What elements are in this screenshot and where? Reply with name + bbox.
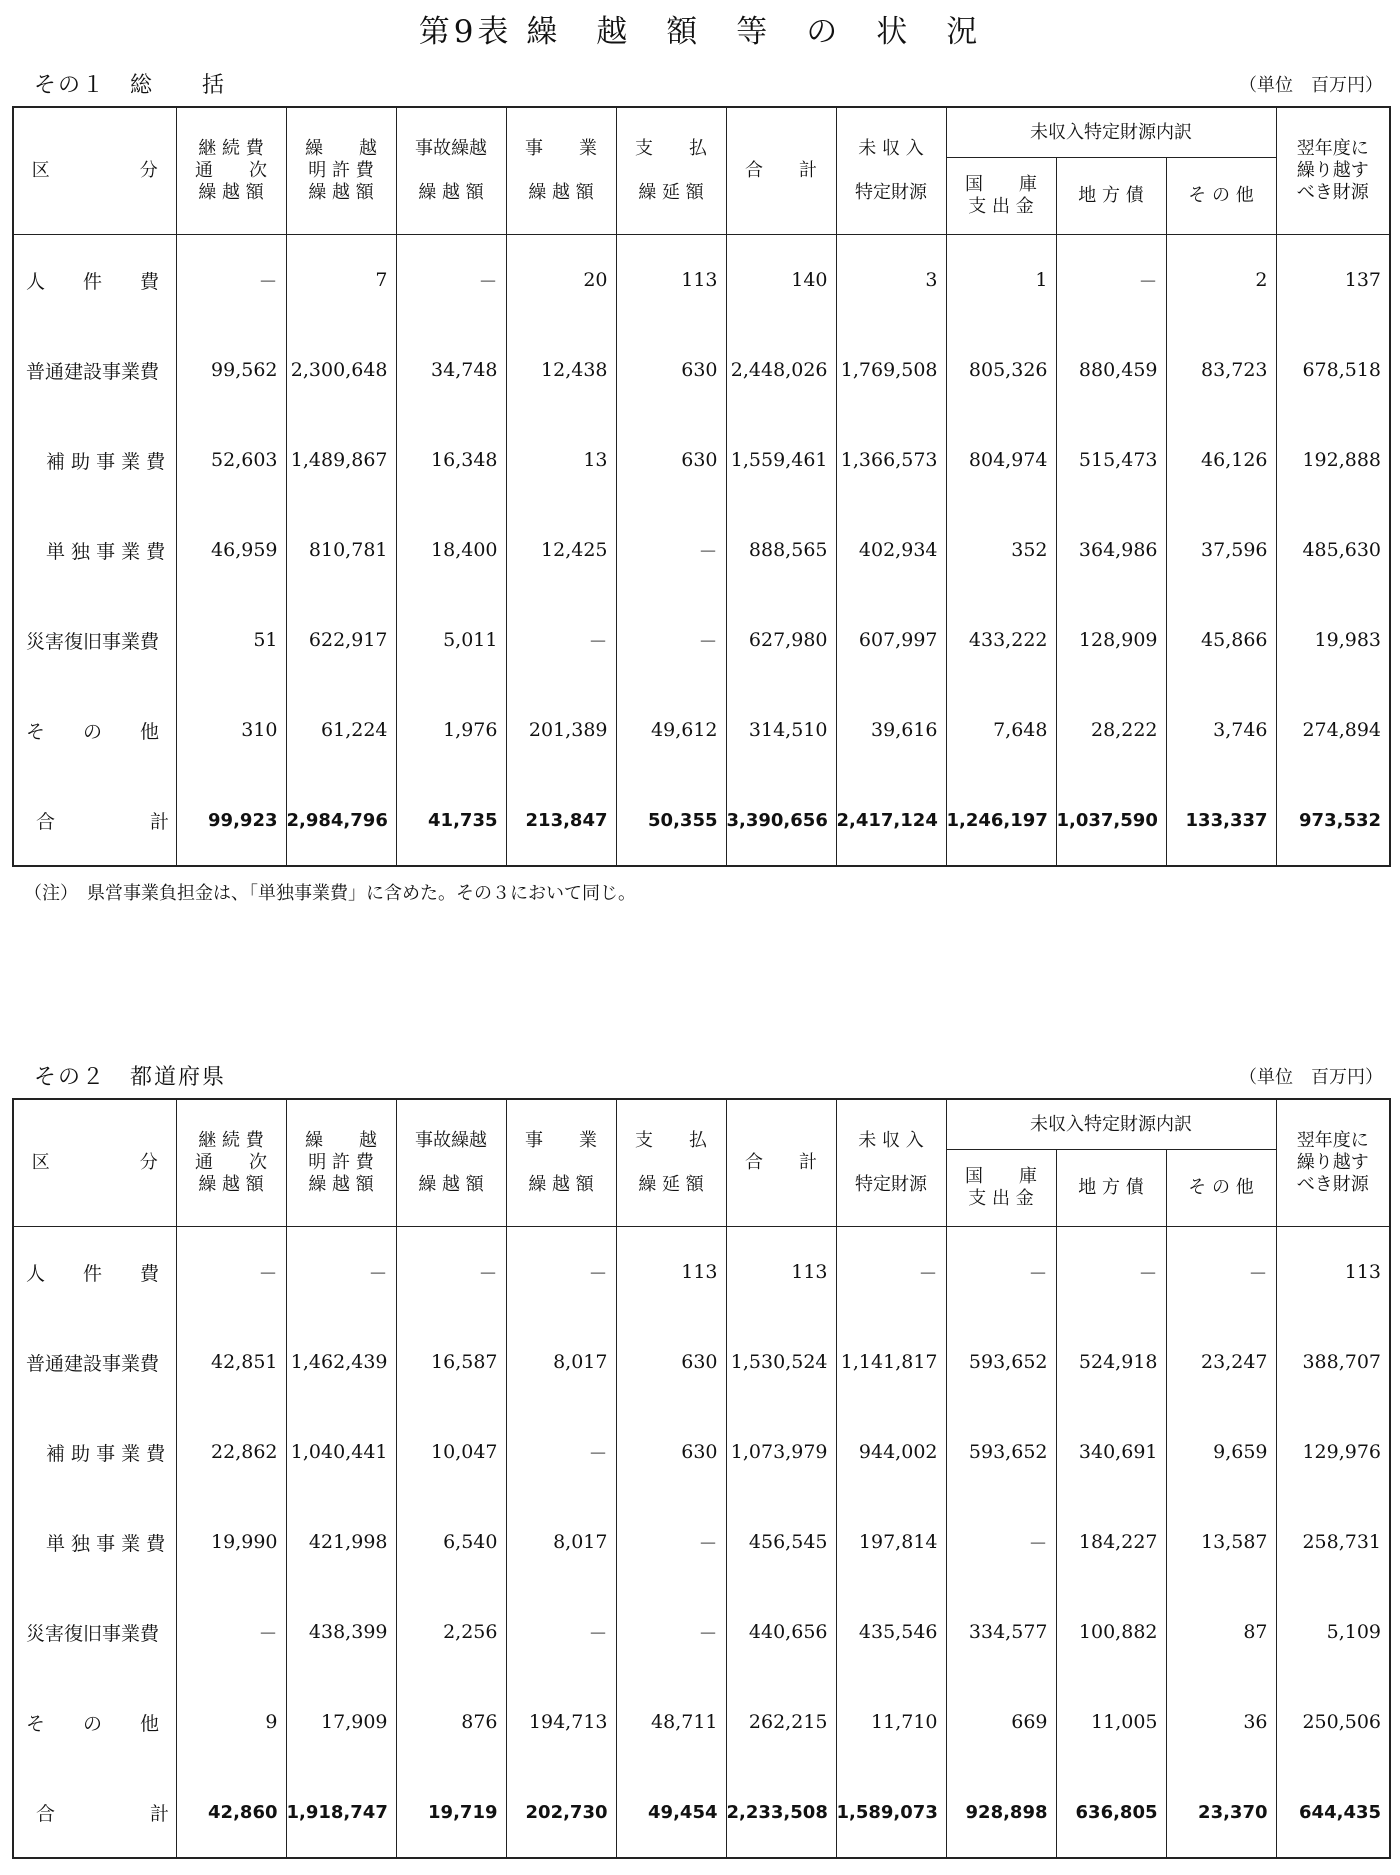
value-cell: 352	[946, 505, 1056, 595]
value-cell: 2	[1166, 235, 1276, 326]
value-cell: 16,587	[396, 1317, 506, 1407]
value-cell: 28,222	[1056, 685, 1166, 775]
header-breakdown: 未収入特定財源内訳	[946, 1099, 1276, 1150]
value-cell: 388,707	[1276, 1317, 1390, 1407]
value-cell: 1	[946, 235, 1056, 326]
value-cell: 16,348	[396, 415, 506, 505]
value-cell: －	[836, 1227, 946, 1318]
table-row	[13, 1677, 1390, 1767]
value-cell: 2,984,796	[286, 775, 396, 866]
value-cell: 39,616	[836, 685, 946, 775]
value-cell: 42,860	[176, 1767, 286, 1858]
value-cell: 258,731	[1276, 1497, 1390, 1587]
header-mishunyu: 未 収 入 特定財源	[836, 107, 946, 235]
value-cell: 593,652	[946, 1317, 1056, 1407]
header-chihosai: 地 方 債	[1056, 158, 1166, 235]
value-cell: 607,997	[836, 595, 946, 685]
header-yokunendo: 翌年度に 繰り越す べき財源	[1276, 1099, 1390, 1227]
value-cell: 7	[286, 235, 396, 326]
value-cell: 440,656	[726, 1587, 836, 1677]
row-label: 合 計	[13, 775, 176, 866]
value-cell: 1,976	[396, 685, 506, 775]
table-row	[13, 1317, 1390, 1407]
value-cell: 50,355	[616, 775, 726, 866]
unit-label: （単位 百万円）	[1239, 75, 1383, 96]
value-cell: 202,730	[506, 1767, 616, 1858]
value-cell: 99,562	[176, 325, 286, 415]
value-cell: 515,473	[1056, 415, 1166, 505]
value-cell: 314,510	[726, 685, 836, 775]
value-cell: 2,300,648	[286, 325, 396, 415]
value-cell: 435,546	[836, 1587, 946, 1677]
value-cell: 48,711	[616, 1677, 726, 1767]
value-cell: 8,017	[506, 1497, 616, 1587]
value-cell: 129,976	[1276, 1407, 1390, 1497]
value-cell: 524,918	[1056, 1317, 1166, 1407]
header-jigyo: 事 業 繰 越 額	[506, 107, 616, 235]
value-cell: 973,532	[1276, 775, 1390, 866]
value-cell: 630	[616, 1407, 726, 1497]
value-cell: －	[396, 235, 506, 326]
value-cell: －	[506, 1227, 616, 1318]
row-label: 災害復旧事業費	[13, 1587, 176, 1677]
value-cell: 805,326	[946, 325, 1056, 415]
value-cell: 1,559,461	[726, 415, 836, 505]
row-label: 人 件 費	[13, 235, 176, 326]
value-cell: －	[506, 595, 616, 685]
value-cell: 804,974	[946, 415, 1056, 505]
table-row	[13, 685, 1390, 775]
table-row	[13, 1587, 1390, 1677]
value-cell: 22,862	[176, 1407, 286, 1497]
value-cell: －	[176, 1227, 286, 1318]
value-cell: 880,459	[1056, 325, 1166, 415]
value-cell: 2,233,508	[726, 1767, 836, 1858]
value-cell: 1,040,441	[286, 1407, 396, 1497]
table-row	[13, 595, 1390, 685]
value-cell: 250,506	[1276, 1677, 1390, 1767]
section-subtitle: その２ 都道府県	[34, 1065, 227, 1090]
section-prefectures	[12, 1058, 1389, 1859]
carryover-table-prefectures	[12, 1098, 1391, 1859]
value-cell: 274,894	[1276, 685, 1390, 775]
header-keizoku: 継 続 費 通 次 繰 越 額	[176, 1099, 286, 1227]
value-cell: 1,530,524	[726, 1317, 836, 1407]
value-cell: 334,577	[946, 1587, 1056, 1677]
value-cell: 36	[1166, 1677, 1276, 1767]
value-cell: －	[506, 1407, 616, 1497]
value-cell: 310	[176, 685, 286, 775]
header-sonota: そ の 他	[1166, 158, 1276, 235]
header-shiharai: 支 払 繰 延 額	[616, 1099, 726, 1227]
value-cell: 622,917	[286, 595, 396, 685]
value-cell: 5,011	[396, 595, 506, 685]
header-jigyo: 事 業 繰 越 額	[506, 1099, 616, 1227]
value-cell: 1,589,073	[836, 1767, 946, 1858]
value-cell: 888,565	[726, 505, 836, 595]
value-cell: 133,337	[1166, 775, 1276, 866]
value-cell: －	[616, 1587, 726, 1677]
value-cell: 593,652	[946, 1407, 1056, 1497]
value-cell: 49,612	[616, 685, 726, 775]
header-kokko: 国 庫 支 出 金	[946, 158, 1056, 235]
value-cell: 6,540	[396, 1497, 506, 1587]
header-category: 区 分	[13, 1099, 176, 1227]
value-cell: －	[1056, 235, 1166, 326]
value-cell: 41,735	[396, 775, 506, 866]
table-row	[13, 1407, 1390, 1497]
value-cell: 45,866	[1166, 595, 1276, 685]
value-cell: －	[1056, 1227, 1166, 1318]
header-breakdown: 未収入特定財源内訳	[946, 107, 1276, 158]
value-cell: 137	[1276, 235, 1390, 326]
value-cell: 2,417,124	[836, 775, 946, 866]
value-cell: 23,370	[1166, 1767, 1276, 1858]
value-cell: 194,713	[506, 1677, 616, 1767]
value-cell: 1,073,979	[726, 1407, 836, 1497]
header-meikyo: 繰 越 明 許 費 繰 越 額	[286, 107, 396, 235]
value-cell: 627,980	[726, 595, 836, 685]
value-cell: 456,545	[726, 1497, 836, 1587]
header-total: 合 計	[726, 107, 836, 235]
value-cell: 1,462,439	[286, 1317, 396, 1407]
row-label: そ の 他	[13, 1677, 176, 1767]
value-cell: 678,518	[1276, 325, 1390, 415]
value-cell: 1,141,817	[836, 1317, 946, 1407]
header-shiharai: 支 払 繰 延 額	[616, 107, 726, 235]
value-cell: 34,748	[396, 325, 506, 415]
value-cell: －	[286, 1227, 396, 1318]
value-cell: 630	[616, 1317, 726, 1407]
value-cell: 197,814	[836, 1497, 946, 1587]
section-subtitle: その１ 総 括	[34, 73, 227, 98]
value-cell: 2,448,026	[726, 325, 836, 415]
row-label: 普通建設事業費	[13, 1317, 176, 1407]
value-cell: －	[176, 235, 286, 326]
value-cell: 3,390,656	[726, 775, 836, 866]
value-cell: 5,109	[1276, 1587, 1390, 1677]
value-cell: 23,247	[1166, 1317, 1276, 1407]
value-cell: 10,047	[396, 1407, 506, 1497]
header-jiko: 事故繰越 繰 越 額	[396, 1099, 506, 1227]
value-cell: 11,710	[836, 1677, 946, 1767]
value-cell: 61,224	[286, 685, 396, 775]
value-cell: 42,851	[176, 1317, 286, 1407]
value-cell: 1,489,867	[286, 415, 396, 505]
value-cell: 262,215	[726, 1677, 836, 1767]
value-cell: 636,805	[1056, 1767, 1166, 1858]
value-cell: 19,983	[1276, 595, 1390, 685]
value-cell: 928,898	[946, 1767, 1056, 1858]
value-cell: －	[176, 1587, 286, 1677]
table-row	[13, 505, 1390, 595]
value-cell: 19,719	[396, 1767, 506, 1858]
row-label: 単 独 事 業 費	[13, 1497, 176, 1587]
section-summary	[12, 66, 1389, 905]
carryover-table-summary	[12, 106, 1391, 867]
value-cell: 3	[836, 235, 946, 326]
header-kokko: 国 庫 支 出 金	[946, 1150, 1056, 1227]
value-cell: 99,923	[176, 775, 286, 866]
page-title: 第9表 繰 越 額 等 の 状 況	[418, 14, 982, 50]
footnote: （注） 県営事業負担金は、「単独事業費」に含めた。その３において同じ。	[24, 883, 636, 904]
value-cell: 485,630	[1276, 505, 1390, 595]
value-cell: 1,366,573	[836, 415, 946, 505]
header-keizoku: 継 続 費 通 次 繰 越 額	[176, 107, 286, 235]
value-cell: －	[946, 1227, 1056, 1318]
value-cell: 364,986	[1056, 505, 1166, 595]
header-meikyo: 繰 越 明 許 費 繰 越 額	[286, 1099, 396, 1227]
value-cell: 944,002	[836, 1407, 946, 1497]
value-cell: 669	[946, 1677, 1056, 1767]
value-cell: －	[616, 1497, 726, 1587]
value-cell: 113	[726, 1227, 836, 1318]
value-cell: 340,691	[1056, 1407, 1166, 1497]
value-cell: －	[396, 1227, 506, 1318]
value-cell: 438,399	[286, 1587, 396, 1677]
value-cell: 433,222	[946, 595, 1056, 685]
total-row	[13, 1767, 1390, 1858]
header-mishunyu: 未 収 入 特定財源	[836, 1099, 946, 1227]
value-cell: 46,959	[176, 505, 286, 595]
value-cell: 128,909	[1056, 595, 1166, 685]
value-cell: 49,454	[616, 1767, 726, 1858]
value-cell: 1,246,197	[946, 775, 1056, 866]
value-cell: 1,769,508	[836, 325, 946, 415]
value-cell: 83,723	[1166, 325, 1276, 415]
total-row	[13, 775, 1390, 866]
row-label: 普通建設事業費	[13, 325, 176, 415]
value-cell: －	[1166, 1227, 1276, 1318]
value-cell: 1,918,747	[286, 1767, 396, 1858]
value-cell: 20	[506, 235, 616, 326]
table-row	[13, 325, 1390, 415]
value-cell: 9,659	[1166, 1407, 1276, 1497]
value-cell: 402,934	[836, 505, 946, 595]
value-cell: －	[946, 1497, 1056, 1587]
value-cell: 113	[616, 1227, 726, 1318]
value-cell: 37,596	[1166, 505, 1276, 595]
header-jiko: 事故繰越 繰 越 額	[396, 107, 506, 235]
value-cell: 87	[1166, 1587, 1276, 1677]
value-cell: 100,882	[1056, 1587, 1166, 1677]
value-cell: 13,587	[1166, 1497, 1276, 1587]
value-cell: 13	[506, 415, 616, 505]
header-sonota: そ の 他	[1166, 1150, 1276, 1227]
value-cell: 1,037,590	[1056, 775, 1166, 866]
value-cell: 19,990	[176, 1497, 286, 1587]
header-category: 区 分	[13, 107, 176, 235]
value-cell: 52,603	[176, 415, 286, 505]
row-label: 補 助 事 業 費	[13, 1407, 176, 1497]
value-cell: 113	[1276, 1227, 1390, 1318]
row-label: 人 件 費	[13, 1227, 176, 1318]
value-cell: －	[616, 505, 726, 595]
value-cell: 630	[616, 415, 726, 505]
value-cell: 213,847	[506, 775, 616, 866]
value-cell: 7,648	[946, 685, 1056, 775]
value-cell: 11,005	[1056, 1677, 1166, 1767]
value-cell: －	[616, 595, 726, 685]
row-label: そ の 他	[13, 685, 176, 775]
value-cell: 421,998	[286, 1497, 396, 1587]
value-cell: 184,227	[1056, 1497, 1166, 1587]
unit-label: （単位 百万円）	[1239, 1067, 1383, 1088]
value-cell: －	[506, 1587, 616, 1677]
value-cell: 113	[616, 235, 726, 326]
value-cell: 17,909	[286, 1677, 396, 1767]
value-cell: 9	[176, 1677, 286, 1767]
value-cell: 2,256	[396, 1587, 506, 1677]
value-cell: 46,126	[1166, 415, 1276, 505]
value-cell: 810,781	[286, 505, 396, 595]
value-cell: 3,746	[1166, 685, 1276, 775]
table-row	[13, 1497, 1390, 1587]
value-cell: 630	[616, 325, 726, 415]
row-label: 単 独 事 業 費	[13, 505, 176, 595]
header-chihosai: 地 方 債	[1056, 1150, 1166, 1227]
row-label: 合 計	[13, 1767, 176, 1858]
table-row	[13, 1227, 1390, 1318]
value-cell: 51	[176, 595, 286, 685]
value-cell: 644,435	[1276, 1767, 1390, 1858]
value-cell: 192,888	[1276, 415, 1390, 505]
row-label: 災害復旧事業費	[13, 595, 176, 685]
table-row	[13, 235, 1390, 326]
value-cell: 18,400	[396, 505, 506, 595]
value-cell: 12,438	[506, 325, 616, 415]
value-cell: 12,425	[506, 505, 616, 595]
header-yokunendo: 翌年度に 繰り越す べき財源	[1276, 107, 1390, 235]
value-cell: 876	[396, 1677, 506, 1767]
header-total: 合 計	[726, 1099, 836, 1227]
value-cell: 8,017	[506, 1317, 616, 1407]
table-row	[13, 415, 1390, 505]
row-label: 補 助 事 業 費	[13, 415, 176, 505]
value-cell: 201,389	[506, 685, 616, 775]
value-cell: 140	[726, 235, 836, 326]
